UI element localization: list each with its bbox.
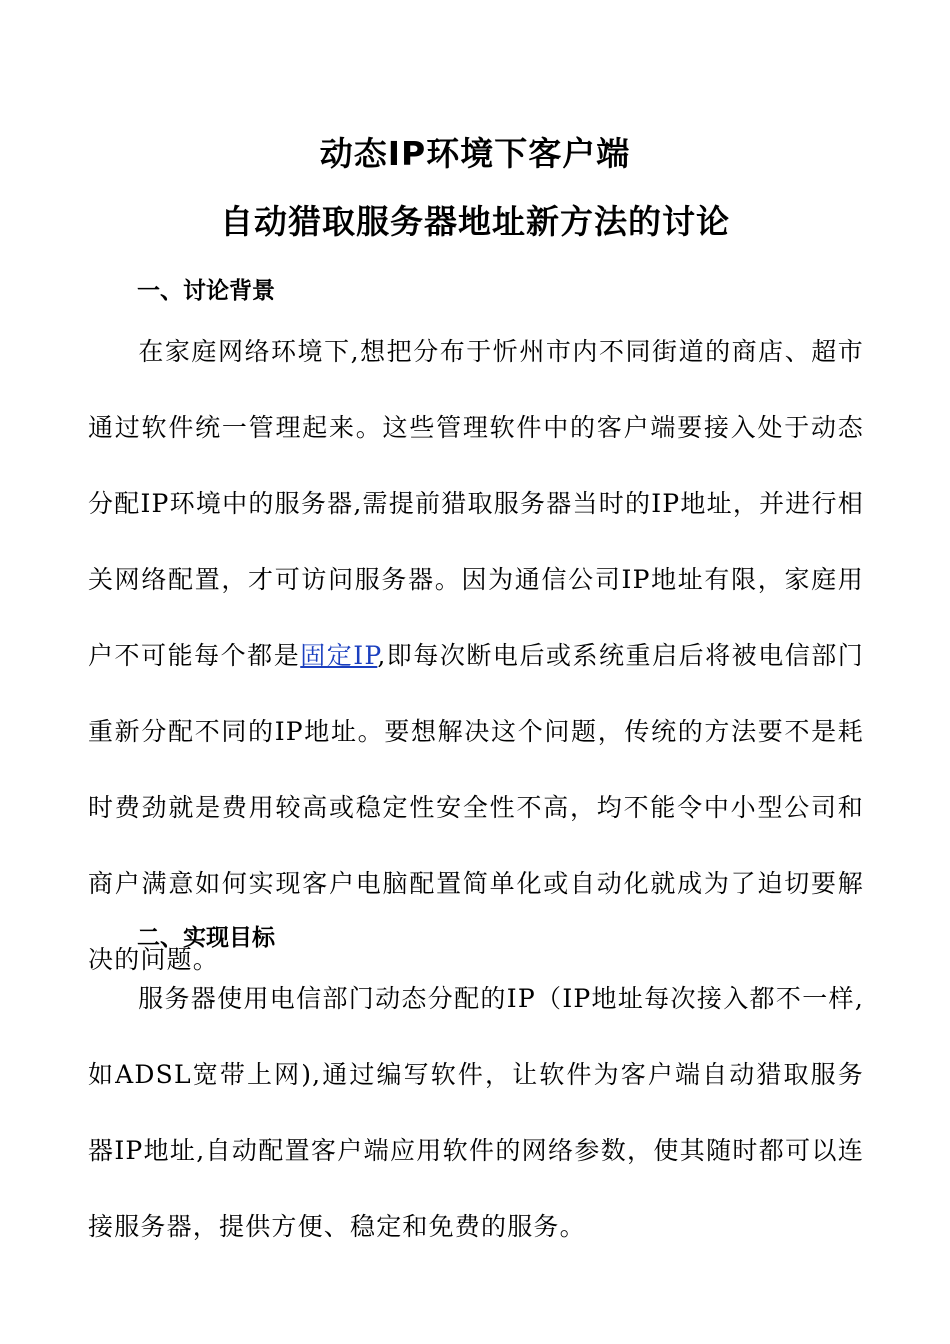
paragraph-text-part-1: 在家庭网络环境下,想把分布于忻州市内不同街道的商店、超市通过软件统一管理起来。这些管理软件中的客户端要接入处于动态分配IP环境中的服务器,需提前猎取服务器当时的IP地址，并进行相关网络配置，才可访问服务器。因为通信公司IP地址有限，家庭用户不可能每个都是 — [88, 337, 864, 670]
paragraph-text: 服务器使用电信部门动态分配的IP（IP地址每次接入都不一样,如ADSL宽带上网),通过编写软件，让软件为客户端自动猎取服务器IP地址,自动配置客户端应用软件的网络参数，使其随时都可以连接服务器，提供方便、稳定和免费的服务。 — [88, 984, 864, 1241]
section-paragraph-goal — [88, 961, 864, 1265]
document-title-line-2: 自动猎取服务器地址新方法的讨论 — [220, 202, 730, 241]
paragraph-text-part-2: ,即每次断电后或系统重启后将被电信部门重新分配不同的IP地址。要想解决这个问题，传统的方法要不是耗时费劲就是费用较高或稳定性安全性不高，均不能令中小型公司和商户满意如何实现客户电脑配置简单化或自动化就成为了迫切要解决的问题。 — [88, 641, 864, 974]
section-paragraph-background — [88, 314, 864, 998]
section-heading-goal: 二、实现目标 — [137, 925, 275, 951]
fixed-ip-link[interactable]: 固定IP — [300, 641, 378, 670]
document-title-line-1: 动态IP环境下客户端 — [319, 134, 631, 173]
section-heading-background: 一、讨论背景 — [137, 278, 275, 304]
